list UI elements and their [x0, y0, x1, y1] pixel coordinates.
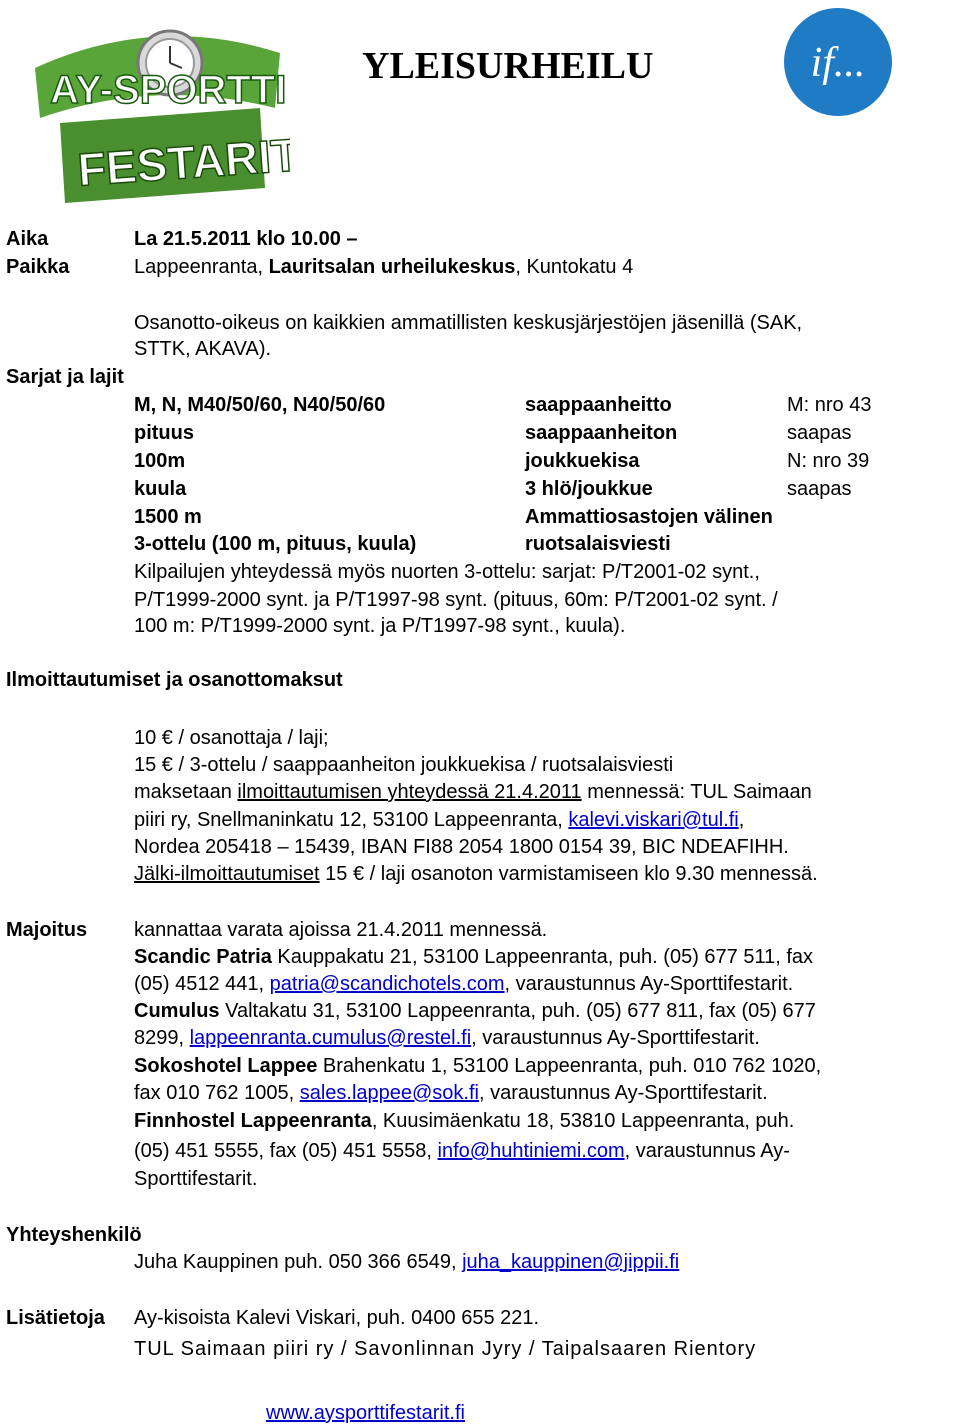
fee-line-1: 10 € / osanottaja / laji;: [134, 727, 329, 749]
if-logo-graphic: [782, 6, 894, 118]
sarjat-row-4-c2: 3 hlö/joukkue: [525, 478, 653, 500]
sarjat-row-2-c1: pituus: [134, 422, 194, 444]
finnhostel-code: , varaustunnus Ay-: [624, 1140, 790, 1162]
scandic-name: Scandic Patria: [134, 946, 272, 968]
lisatietoja-line1: Ay-kisoista Kalevi Viskari, puh. 0400 655 221.: [134, 1307, 540, 1329]
kilpailut-line3: 100 m: P/T1999-2000 synt. ja P/T1997-98 synt., kuula).: [134, 615, 626, 637]
late-registration-line: [134, 861, 818, 887]
lisatietoja-label: Lisätietoja: [6, 1307, 105, 1329]
sokos-fax: fax 010 762 1005,: [134, 1082, 300, 1104]
lisatietoja-line2: TUL Saimaan piiri ry / Savonlinnan Jyry / Taipalsaaren Rientory: [134, 1338, 757, 1360]
sarjat-row-5-c2: Ammattiosastojen välinen: [525, 506, 773, 528]
fee-line-2: 15 € / 3-ottelu / saappaanheiton joukkuekisa / ruotsalaisviesti: [134, 754, 674, 776]
sarjat-row-3-c3: N: nro 39: [787, 450, 870, 472]
finnhostel-name: Finnhostel Lappeenranta: [134, 1110, 372, 1132]
payment-text-b: mennessä: TUL Saimaan: [581, 781, 812, 803]
sarjat-row-1-c3: M: nro 43: [787, 394, 872, 416]
sokos-line-1: [134, 1053, 821, 1079]
sarjat-row-2-c3: saapas: [787, 422, 852, 444]
scandic-line-1: [134, 944, 813, 970]
paikka-value: [134, 254, 633, 280]
if-logo: [782, 6, 894, 118]
sarjat-row-4-c1: kuula: [134, 478, 187, 500]
sarjat-label: Sarjat ja lajit: [6, 366, 124, 388]
kilpailut-line1: Kilpailujen yhteydessä myös nuorten 3-ottelu: sarjat: P/T2001-02 synt.,: [134, 561, 760, 583]
ay-sportti-festarit-logo: [20, 8, 290, 213]
if-logo-text: if...: [810, 40, 866, 86]
kalevi-email-link[interactable]: kalevi.viskari@tul.fi: [568, 809, 739, 831]
cumulus-code: , varaustunnus Ay-Sporttifestarit.: [471, 1027, 760, 1049]
osanotto-line2: STTK, AKAVA).: [134, 338, 272, 360]
sokos-code: , varaustunnus Ay-Sporttifestarit.: [479, 1082, 768, 1104]
page-title: YLEISURHEILU: [362, 45, 654, 87]
sarjat-row-3-c1: 100m: [134, 450, 186, 472]
sarjat-row-5-c1: 1500 m: [134, 506, 202, 528]
yhteyshenkilo-line: [134, 1249, 679, 1275]
cumulus-address: Valtakatu 31, 53100 Lappeenranta, puh. (05) 677 811, fax (05) 677: [219, 1000, 816, 1022]
payment-text-a: maksetaan: [134, 781, 238, 803]
aika-value: La 21.5.2011 klo 10.00 –: [134, 228, 358, 250]
sarjat-row-2-c2: saappaanheiton: [525, 422, 678, 444]
late-registration-link[interactable]: Jälki-ilmoittautumiset: [134, 863, 320, 885]
payment-line-1: [134, 779, 812, 805]
sarjat-row-6-c1: 3-ottelu (100 m, pituus, kuula): [134, 533, 417, 555]
cumulus-name: Cumulus: [134, 1000, 220, 1022]
logo-graphic: [20, 8, 290, 213]
sokos-address: Brahenkatu 1, 53100 Lappeenranta, puh. 010 762 1020,: [317, 1055, 822, 1077]
scandic-code: , varaustunnus Ay-Sporttifestarit.: [504, 973, 794, 995]
paikka-city: Lappeenranta,: [134, 256, 269, 278]
sokos-line-2: [134, 1080, 768, 1106]
payment-line-2: [134, 807, 744, 833]
cumulus-email-link[interactable]: lappeenranta.cumulus@restel.fi: [189, 1027, 472, 1049]
payment-deadline-link[interactable]: ilmoittautumisen yhteydessä 21.4.2011: [237, 781, 582, 803]
scandic-email-link[interactable]: patria@scandichotels.com: [269, 973, 505, 995]
finnhostel-line-2: [134, 1138, 790, 1164]
cumulus-line-2: [134, 1025, 760, 1051]
ilmoittautumiset-heading: Ilmoittautumiset ja osanottomaksut: [6, 669, 343, 691]
scandic-fax: (05) 4512 441,: [134, 973, 270, 995]
website-link[interactable]: www.aysporttifestarit.fi: [266, 1402, 465, 1424]
osanotto-line1: Osanotto-oikeus on kaikkien ammatillisten keskusjärjestöjen jäsenillä (SAK,: [134, 312, 803, 334]
majoitus-intro: kannattaa varata ajoissa 21.4.2011 mennessä.: [134, 919, 548, 941]
paikka-venue: Lauritsalan urheilukeskus: [268, 256, 516, 278]
paikka-label: Paikka: [6, 256, 70, 278]
sokos-email-link[interactable]: sales.lappee@sok.fi: [299, 1082, 479, 1104]
finnhostel-line-1: [134, 1108, 794, 1134]
sarjat-row-1-c2: saappaanheitto: [525, 394, 672, 416]
sarjat-row-4-c3: saapas: [787, 478, 852, 500]
cumulus-fax: 8299,: [134, 1027, 190, 1049]
logo-text-line2: FESTARIT: [76, 128, 290, 196]
finnhostel-phone: (05) 451 5555, fax (05) 451 5558,: [134, 1140, 438, 1162]
yhteyshenkilo-label: Yhteyshenkilö: [6, 1224, 142, 1246]
contact-text: Juha Kauppinen puh. 050 366 6549,: [134, 1251, 463, 1273]
aika-label: Aika: [6, 228, 49, 250]
juha-email-link[interactable]: juha_kauppinen@jippii.fi: [462, 1251, 680, 1273]
majoitus-label: Majoitus: [6, 919, 88, 941]
payment-comma: ,: [738, 809, 745, 831]
payment-address: piiri ry, Snellmaninkatu 12, 53100 Lappeenranta,: [134, 809, 569, 831]
logo-text-line1: AY-SPORTTI: [50, 68, 287, 112]
sokos-name: Sokoshotel Lappee: [134, 1055, 318, 1077]
cumulus-line-1: [134, 998, 816, 1024]
finnhostel-email-link[interactable]: info@huhtiniemi.com: [437, 1140, 625, 1162]
sarjat-row-1-c1: M, N, M40/50/60, N40/50/60: [134, 394, 386, 416]
kilpailut-line2: P/T1999-2000 synt. ja P/T1997-98 synt. (pituus, 60m: P/T2001-02 synt. /: [134, 589, 778, 611]
finnhostel-line-3: Sporttifestarit.: [134, 1168, 258, 1190]
late-registration-text: 15 € / laji osanoton varmistamiseen klo 9.30 mennessä.: [319, 863, 818, 885]
paikka-street: , Kuntokatu 4: [515, 256, 634, 278]
finnhostel-address: , Kuusimäenkatu 18, 53810 Lappeenranta, puh.: [371, 1110, 795, 1132]
bank-line: Nordea 205418 – 15439, IBAN FI88 2054 1800 0154 39, BIC NDEAFIHH.: [134, 836, 789, 858]
sarjat-row-6-c2: ruotsalaisviesti: [525, 533, 671, 555]
scandic-address: Kauppakatu 21, 53100 Lappeenranta, puh. (05) 677 511, fax: [271, 946, 814, 968]
scandic-line-2: [134, 971, 793, 997]
sarjat-row-3-c2: joukkuekisa: [525, 450, 640, 472]
